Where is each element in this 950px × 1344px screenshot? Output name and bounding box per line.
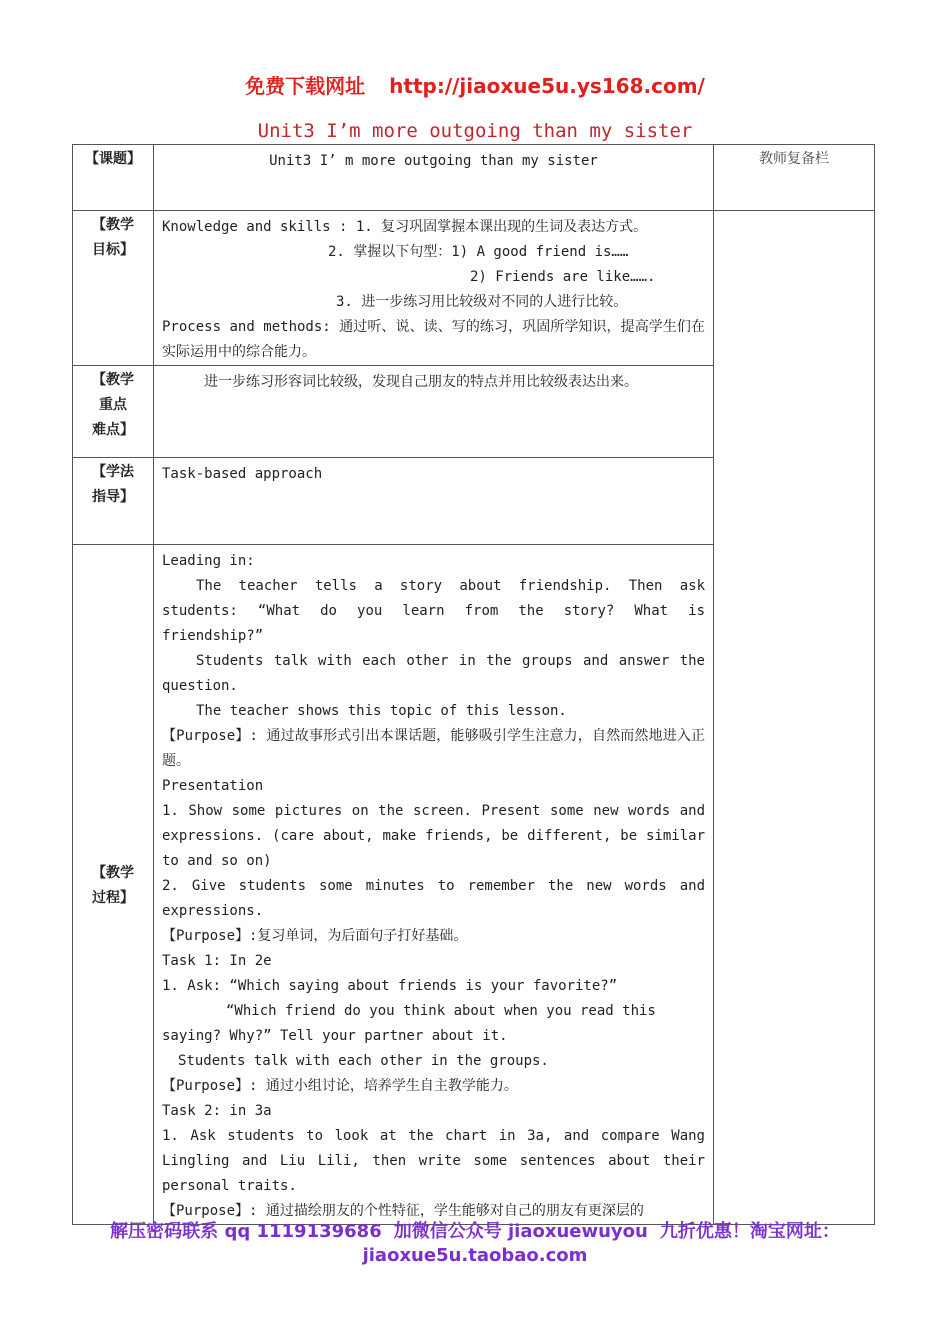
leading-in-p2: Students talk with each other in the groups and answer the question. [162,653,705,694]
task1-line-b: “Which friend do you think about when you read this [226,1003,656,1019]
footer-taobao-link[interactable]: jiaoxue5u.taobao.com [362,1245,588,1266]
ks-item-3: 3. 进一步练习用比较级对不同的人进行比较。 [336,294,628,310]
task1-line-a: 1. Ask: “Which saying about friends is your favorite?” [162,978,618,994]
task1-line-d: Students talk with each other in the groups. [178,1053,549,1069]
key-points-label: 【教学 重点 难点】 [73,366,154,458]
presentation-heading: Presentation [162,778,264,794]
topic-value: Unit3 I’ m more outgoing than my sister [154,145,714,211]
method-content: Task-based approach [154,458,714,545]
footer-discount: 九折优惠！淘宝网址： [659,1221,840,1242]
leading-in-p3: The teacher shows this topic of this lesson. [196,703,567,719]
topic-label: 【课题】 [73,145,154,211]
method-label: 【学法 指导】 [73,458,154,545]
footer-wechat: 加微信公众号 jiaoxuewuyou [393,1221,648,1242]
banner-url-link[interactable]: http://jiaoxue5u.ys168.com/ [389,74,705,98]
task1-heading: Task 1: In 2e [162,953,272,969]
task2-line-a: 1. Ask students to look at the chart in 3a, and compare Wang Lingling and Liu Lili, then write some sentences about their personal traits. [162,1128,705,1194]
ks-item-2: 2. 掌握以下句型：1) A good friend is…… [328,244,629,260]
lesson-plan-table [72,144,875,1225]
footer-contact [0,1220,950,1268]
notes-column [714,211,875,1225]
leading-in-p1: The teacher tells a story about friendship. Then ask students: “What do you learn from the story? What is friendship?” [162,578,705,644]
footer-qq: 解压密码联系 qq 1119139686 [110,1221,382,1242]
purpose-4: 【Purpose】: 通过描绘朋友的个性特征，学生能够对自己的朋友有更深层的 [162,1203,644,1219]
objectives-content [154,211,714,366]
topic-row [73,145,875,211]
process-label: 【教学 过程】 [73,545,154,1225]
process-methods-line: Process and methods: 通过听、说、读、写的练习，巩固所学知识，提高学生们在实际运用中的综合能力。 [162,319,705,360]
document-title: Unit3 I’m more outgoing than my sister [257,120,693,142]
key-points-content: 进一步练习形容词比较级，发现自己朋友的特点并用比较级表达出来。 [154,366,714,458]
notes-header: 教师复备栏 [714,145,875,211]
process-content [154,545,714,1225]
presentation-item-2: 2. Give students some minutes to remember the new words and expressions. [162,878,705,919]
download-banner [0,70,950,99]
task1-line-c: saying? Why?” Tell your partner about it. [162,1028,508,1044]
purpose-2: 【Purpose】:复习单词，为后面句子打好基础。 [162,928,468,944]
banner-label: 免费下载网址 [245,74,366,98]
knowledge-skills-line: Knowledge and skills : 1. 复习巩固掌握本课出现的生词及表达方式。 [162,219,648,235]
objectives-row [73,211,875,366]
task2-heading: Task 2: in 3a [162,1103,272,1119]
ks-item-2b: 2) Friends are like……. [470,269,656,285]
objectives-label: 【教学 目标】 [73,211,154,366]
leading-in-heading: Leading in: [162,553,255,569]
presentation-item-1: 1. Show some pictures on the screen. Present some new words and expressions. (care about, make friends, be different, be similar to and so on) [162,803,705,869]
purpose-3: 【Purpose】: 通过小组讨论，培养学生自主教学能力。 [162,1078,518,1094]
purpose-1: 【Purpose】: 通过故事形式引出本课话题，能够吸引学生注意力，自然而然地进入正题。 [162,728,705,769]
